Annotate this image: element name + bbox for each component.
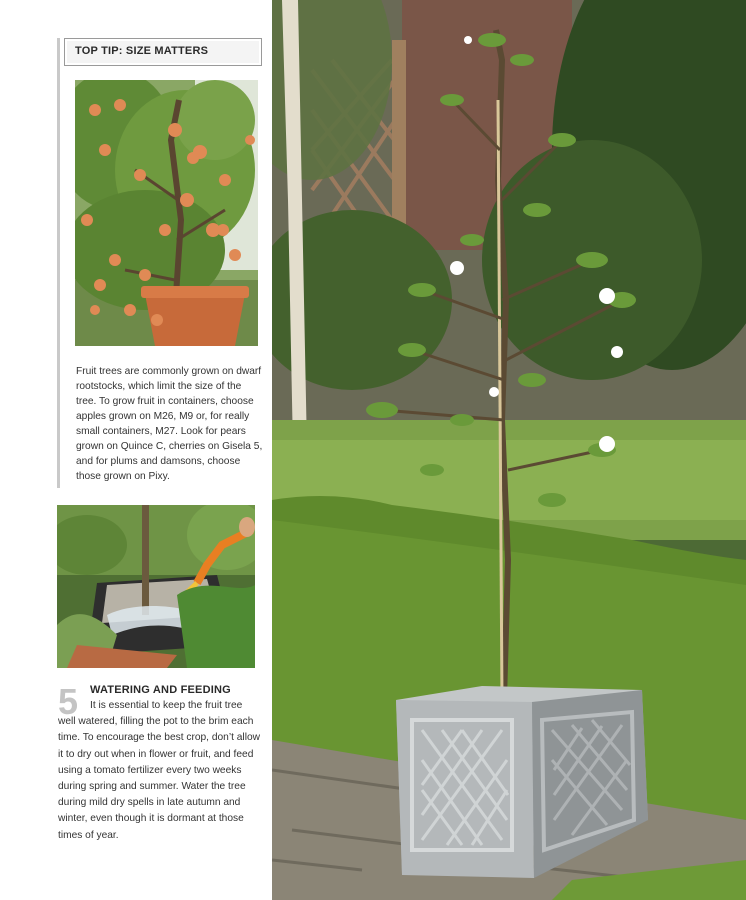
top-tip-title: TOP TIP: SIZE MATTERS — [75, 45, 209, 57]
apple-tree-illustration — [75, 80, 258, 346]
top-tip-panel — [57, 38, 263, 488]
step-title: WATERING AND FEEDING — [90, 684, 231, 696]
step-number: 5 — [58, 681, 79, 722]
left-column — [0, 0, 272, 900]
apple-tree-photo — [75, 80, 258, 346]
main-garden-illustration — [272, 0, 746, 900]
top-tip-header — [64, 38, 262, 66]
step-body: It is essential to keep the fruit tree well watered, filling the pot to the brim each time. To encourage the best crop, don’t allow it to dry out when in flower or fruit, and feed using a tomato fertilizer every two weeks during spring and summer. Water the tree during mild dry spells in late autumn and winter, even though it is dormant at those times of year. — [58, 700, 260, 841]
watering-illustration — [57, 505, 255, 668]
watering-photo — [57, 505, 255, 668]
main-tree-in-planter-photo — [272, 0, 746, 900]
top-tip-body: Fruit trees are commonly grown on dwarf rootstocks, which limit the size of the tree. To grow fruit in containers, choose apples grown on M26, M9 or, for really small containers, M27. Look for pears grown on Quince C, cherries on Gisela 5, and for plums and damsons, choose those grown on Pixy. — [76, 366, 263, 482]
